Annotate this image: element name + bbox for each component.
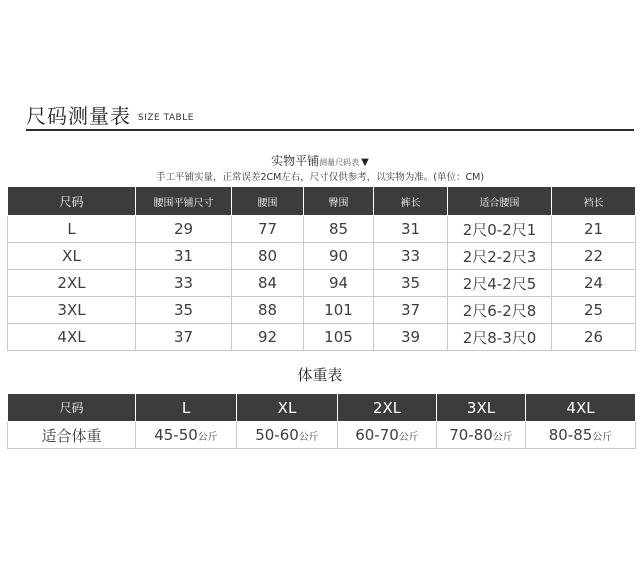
table-row [8,324,636,351]
table-cell: 3XL [8,297,136,324]
table-cell: 35 [136,297,232,324]
table-cell: 4XL [8,324,136,351]
header-cell: 4XL [526,394,636,422]
header-cell: 裆长 [552,187,636,216]
header-cell: 裤长 [374,187,448,216]
down-arrow-icon: ▼ [361,157,369,168]
weight-unit: 公斤 [592,432,613,443]
table-row [8,270,636,297]
header-cell: 腰围 [232,187,304,216]
table-cell: 2尺8-3尺0 [448,324,552,351]
header-cell: 臀围 [304,187,374,216]
table-cell: 2尺6-2尺8 [448,297,552,324]
table-cell: 88 [232,297,304,324]
table-row [8,243,636,270]
table-cell: 37 [136,324,232,351]
header-cell: 尺码 [8,394,136,422]
header-cell: 尺码 [8,187,136,216]
table-row [8,422,636,449]
table-cell: 94 [304,270,374,297]
weight-table-header-row [8,394,636,422]
header-cell: 适合腰围 [448,187,552,216]
section-title-small: 测量尺码表 [319,158,360,167]
table-cell: 84 [232,270,304,297]
table-cell: 2尺2-2尺3 [448,243,552,270]
table-cell: 33 [374,243,448,270]
table-cell: 39 [374,324,448,351]
header-divider [26,129,634,131]
weight-unit: 公斤 [492,432,513,443]
table-cell [237,422,338,449]
table-cell: 22 [552,243,636,270]
table-cell: 2XL [8,270,136,297]
table-cell: 37 [374,297,448,324]
table-cell: 25 [552,297,636,324]
page-title: 尺码测量表 [26,104,131,128]
table-cell: 77 [232,216,304,243]
weight-table [7,393,636,449]
section-title-main: 实物平铺 [271,154,320,168]
table-cell [338,422,437,449]
weight-unit: 公斤 [298,432,319,443]
table-cell: 92 [232,324,304,351]
table-cell: 2尺0-2尺1 [448,216,552,243]
table-cell [437,422,526,449]
size-table-header-row [8,187,636,216]
table-cell: 101 [304,297,374,324]
table-cell: 适合体重 [8,422,136,449]
page-subtitle: SIZE TABLE [138,113,194,123]
table-cell [136,422,237,449]
weight-table-title: 体重表 [297,366,343,384]
table-cell: 31 [136,243,232,270]
weight-value: 50-60 [255,426,299,444]
table-cell: 2尺4-2尺5 [448,270,552,297]
table-cell [526,422,636,449]
header-cell: XL [237,394,338,422]
weight-unit: 公斤 [197,432,218,443]
table-cell: 21 [552,216,636,243]
table-cell: 90 [304,243,374,270]
weight-value: 70-80 [449,426,493,444]
table-cell: 80 [232,243,304,270]
size-table [7,186,636,351]
measurement-note: 手工平铺实量，正常误差2CM左右，尺寸仅供参考，以实物为准。(单位：CM) [155,172,485,183]
weight-value: 45-50 [154,426,198,444]
table-cell: 33 [136,270,232,297]
section-title [0,150,640,169]
weight-value: 80-85 [548,426,593,444]
table-cell: 85 [304,216,374,243]
header-cell: L [136,394,237,422]
table-cell: L [8,216,136,243]
table-cell: 24 [552,270,636,297]
header-cell: 2XL [338,394,437,422]
table-cell: XL [8,243,136,270]
table-cell: 31 [374,216,448,243]
header-cell: 3XL [437,394,526,422]
table-cell: 26 [552,324,636,351]
weight-value: 60-70 [355,426,399,444]
table-cell: 35 [374,270,448,297]
header-cell: 腰围平铺尺寸 [136,187,232,216]
weight-unit: 公斤 [398,432,419,443]
table-row [8,216,636,243]
table-cell: 29 [136,216,232,243]
table-row [8,297,636,324]
table-cell: 105 [304,324,374,351]
